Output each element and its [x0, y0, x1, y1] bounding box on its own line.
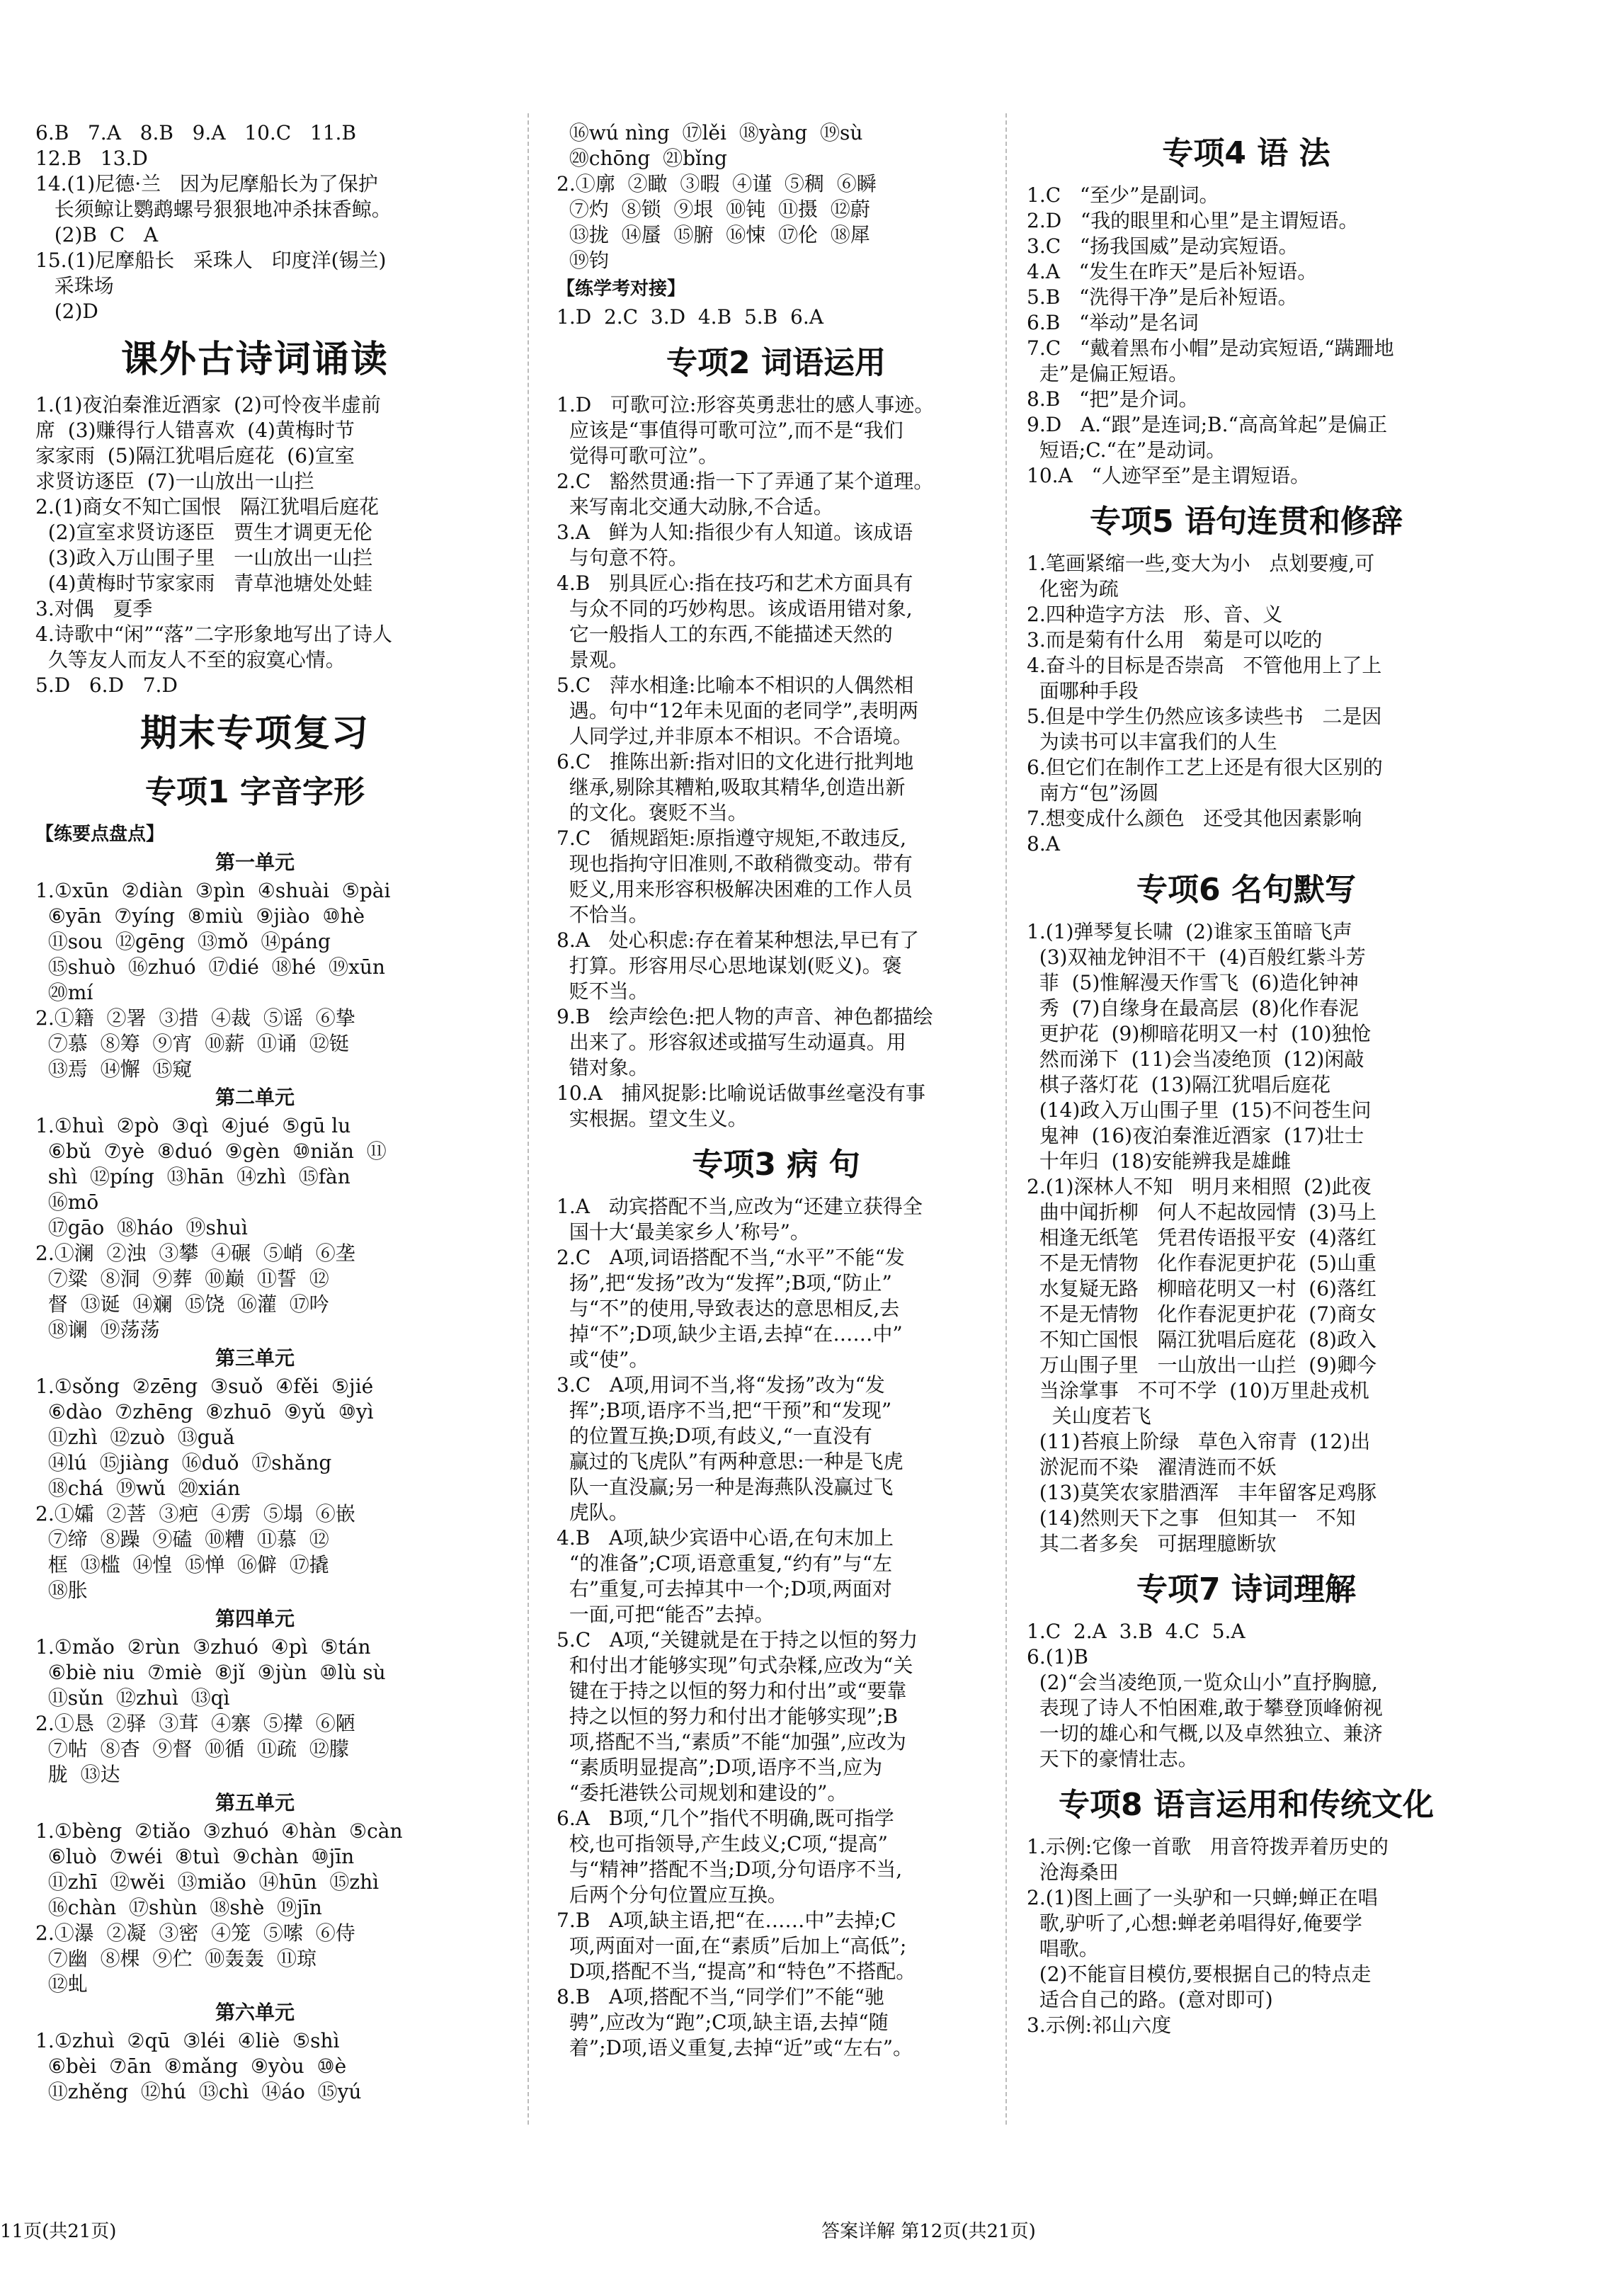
answer-line: 6.但它们在制作工艺上还是有很大区别的: [1027, 756, 1383, 779]
answer-line: ⑮shuò ⑯zhuó ⑰dié ⑱hé ⑲xūn: [35, 955, 385, 979]
subsection-title: 专项4 语 法: [1162, 135, 1330, 171]
subsection-title: 专项3 病 句: [692, 1147, 860, 1183]
answer-line: 后两个分句位置应互换。: [557, 1883, 787, 1906]
answer-line: ⑫虬: [35, 1972, 88, 1996]
answer-line: 5.D 6.D 7.D: [35, 674, 178, 697]
tag-heading: 【练要点盘点】: [35, 824, 165, 845]
answer-line: 7.C “戴着黑布小帽”是动宾短语,“蹒跚地: [1027, 336, 1394, 360]
answer-line: 4.奋斗的目标是否崇高 不管他用上了上: [1027, 654, 1382, 677]
answer-line: (2)“会当凌绝顶,一览众山小”直抒胸臆,: [1027, 1671, 1378, 1694]
answer-line: ⑪sǔn ⑫zhuì ⑬qì: [35, 1686, 230, 1710]
answer-line: 1.①sǒng ②zēng ③suǒ ④fěi ⑤jié: [35, 1375, 374, 1398]
answer-line: 实根据。望文生义。: [557, 1107, 748, 1130]
answer-line: (3)政入万山围子里 一山放出一山拦: [35, 546, 373, 569]
answer-line: 10.A “人迹罕至”是主谓短语。: [1027, 464, 1311, 487]
answer-line: 不是无情物 化作春泥更护花 (7)商女: [1027, 1302, 1377, 1326]
answer-line: 当涂掌事 不可不学 (10)万里赴戎机: [1027, 1379, 1369, 1402]
answer-line: 赢过的飞虎队”有两种意思:一种是飞虎: [557, 1450, 904, 1473]
answer-line: 3.C “扬我国威”是动宾短语。: [1027, 234, 1299, 258]
answer-line: 来写南北交通大动脉,不合适。: [557, 495, 833, 518]
answer-line: 2.①恳 ②驿 ③茸 ④寨 ⑤撵 ⑥陋: [35, 1712, 355, 1735]
answer-line: 长须鲸让鹦鹉螺号狠狠地冲杀抹香鲸。: [35, 198, 392, 221]
answer-line: 4.B 别具匠心:指在技巧和艺术方面具有: [557, 572, 913, 595]
answer-line: 7.B A项,缺主语,把“在……中”去掉;C: [557, 1909, 896, 1932]
answer-line: 掉“不”;D项,缺少主语,去掉“在……中”: [557, 1322, 903, 1346]
answer-line: 应该是“事值得可歌可泣”,而不是“我们: [557, 419, 904, 442]
answer-line: (2)B C A: [35, 223, 159, 246]
answer-line: 为读书可以丰富我们的人生: [1027, 730, 1277, 754]
answer-line: 1.C “至少”是副词。: [1027, 183, 1219, 207]
answer-line: 1.A 动宾搭配不当,应改为“还建立获得全: [557, 1195, 923, 1218]
unit-heading: 第六单元: [215, 2001, 295, 2024]
answer-line: ⑬拢 ⑭蜃 ⑮腑 ⑯悚 ⑰伦 ⑱犀: [557, 223, 870, 246]
section-title: 期末专项复习: [139, 712, 370, 755]
answer-line: 走”是偏正短语。: [1027, 362, 1189, 385]
answer-line: 4.A “发生在昨天”是后补短语。: [1027, 260, 1318, 283]
unit-heading: 第四单元: [215, 1607, 295, 1630]
answer-line: ⑦缔 ⑧躁 ⑨磕 ⑩糟 ⑪慕 ⑫: [35, 1528, 329, 1551]
answer-line: 天下的豪情壮志。: [1027, 1747, 1198, 1771]
answer-line: (14)政入万山围子里 (15)不问苍生问: [1027, 1098, 1372, 1122]
answer-line: 扬”,把“发扬”改为“发挥”;B项,“防止”: [557, 1271, 892, 1295]
answer-line: 框 ⑬槛 ⑭惶 ⑮惮 ⑯僻 ⑰撬: [35, 1553, 329, 1576]
answer-line: ⑱胀: [35, 1579, 88, 1602]
answer-line: ⑪zhī ⑫wěi ⑬miǎo ⑭hūn ⑮zhì: [35, 1870, 380, 1894]
answer-line: 4.诗歌中“闲”“落”二字形象地写出了诗人: [35, 623, 392, 646]
answer-line: 1.(1)弹琴复长啸 (2)谁家玉笛暗飞声: [1027, 920, 1352, 943]
column-divider-right: [1005, 113, 1007, 2125]
answer-line: ⑥yān ⑦yíng ⑧miù ⑨jiào ⑩hè: [35, 904, 365, 928]
answer-line: 面哪种手段: [1027, 679, 1139, 703]
answer-line: 2.①瀑 ②凝 ③密 ④笼 ⑤嗦 ⑥侍: [35, 1921, 355, 1945]
answer-line: 项,两面对一面,在“素质”后加上“高低”;: [557, 1934, 907, 1957]
answer-line: 队一直没赢;另一种是海燕队没赢过飞: [557, 1475, 894, 1499]
column-divider-left: [528, 113, 529, 2125]
tag-heading: 【练学考对接】: [557, 278, 686, 300]
answer-line: 不是无情物 化作春泥更护花 (5)山重: [1027, 1251, 1377, 1275]
answer-line: D项,搭配不当,“提高”和“特色”不搭配。: [557, 1960, 916, 1983]
answer-line: 表现了诗人不怕困难,敢于攀登顶峰俯视: [1027, 1696, 1383, 1720]
answer-line: 国十大‘最美家乡人’称号”。: [557, 1220, 810, 1244]
answer-line: (2)宣室求贤访逐臣 贾生才调更无伦: [35, 521, 373, 544]
answer-line: ⑯mō: [35, 1190, 99, 1214]
answer-line: ⑥dào ⑦zhēng ⑧zhuō ⑨yǔ ⑩yì: [35, 1400, 374, 1423]
answer-line: 虎队。: [557, 1501, 629, 1524]
answer-line: 2.四种造字方法 形、音、义: [1027, 603, 1283, 626]
answer-line: “委托港铁公司规划和建设的”。: [557, 1781, 848, 1805]
answer-line: ⑱谰 ⑲荡荡: [35, 1318, 160, 1341]
answer-line: ⑲钧: [557, 249, 609, 272]
answer-line: 2.(1)深林人不知 明月来相照 (2)此夜: [1027, 1175, 1372, 1198]
answer-line: 5.C A项,“关键就是在于持之以恒的努力: [557, 1628, 918, 1652]
answer-line: ⑬焉 ⑭懈 ⑮窥: [35, 1057, 193, 1081]
answer-line: 棋子落灯花 (13)隔江犹唱后庭花: [1027, 1073, 1331, 1096]
answer-column-middle: [557, 120, 996, 2061]
answer-line: “素质明显提高”;D项,语序不当,应为: [557, 1756, 883, 1779]
answer-line: ⑦粱 ⑧洞 ⑨葬 ⑩巅 ⑪誓 ⑫: [35, 1267, 329, 1290]
answer-line: ⑰gāo ⑱háo ⑲shuì: [35, 1216, 248, 1239]
answer-line: 或“使”。: [557, 1348, 649, 1371]
answer-line: 5.但是中学生仍然应该多读些书 二是因: [1027, 705, 1382, 728]
answer-line: 督 ⑬诞 ⑭斓 ⑮饶 ⑯灌 ⑰吟: [35, 1292, 329, 1316]
answer-line: 不知亡国恨 隔江犹唱后庭花 (8)政入: [1027, 1328, 1377, 1351]
answer-line: 打算。形容用尽心思地谋划(贬义)。褒: [557, 954, 902, 977]
answer-line: 挥”;B项,语序不当,把“干预”和“发现”: [557, 1399, 892, 1422]
unit-heading: 第三单元: [215, 1346, 295, 1370]
answer-line: 8.A: [1027, 832, 1060, 856]
subsection-title: 专项5 语句连贯和修辞: [1090, 504, 1403, 540]
answer-line: (3)双袖龙钟泪不干 (4)百般红紫斗芳: [1027, 945, 1366, 969]
answer-line: 1.①huì ②pò ③qì ④jué ⑤gū lu: [35, 1114, 351, 1137]
subsection-title: 专项7 诗词理解: [1136, 1572, 1356, 1608]
answer-line: ⑳mí: [35, 981, 93, 1004]
answer-line: ⑭lú ⑮jiàng ⑯duǒ ⑰shǎng: [35, 1451, 332, 1474]
answer-line: ⑥luò ⑦wéi ⑧tuì ⑨chàn ⑩jīn: [35, 1845, 355, 1868]
answer-line: 3.而是菊有什么用 菊是可以吃的: [1027, 628, 1323, 652]
answer-line: 遇。句中“12年未见面的老同学”,表明两: [557, 699, 918, 722]
answer-line: 3.C A项,用词不当,将“发扬”改为“发: [557, 1373, 885, 1397]
answer-line: 求贤访逐臣 (7)一山放出一山拦: [35, 470, 314, 493]
section-title: 课外古诗词诵读: [120, 339, 389, 381]
unit-heading: 第五单元: [215, 1791, 295, 1814]
answer-line: 十年归 (18)安能辨我是雄雌: [1027, 1149, 1292, 1173]
answer-line: 沧海桑田: [1027, 1860, 1119, 1884]
answer-line: 2.C 豁然贯通:指一下了弄通了某个道理。: [557, 470, 934, 493]
answer-line: 项,搭配不当,“素质”不能“加强”,应改为: [557, 1730, 906, 1754]
subsection-title: 专项8 语言运用和传统文化: [1059, 1787, 1434, 1823]
answer-line: 2.①籍 ②署 ③措 ④裁 ⑤谣 ⑥挚: [35, 1006, 355, 1030]
answer-line: 席 (3)赚得行人错喜欢 (4)黄梅时节: [35, 419, 355, 442]
answer-line: 一面,可把“能否”去掉。: [557, 1603, 775, 1626]
answer-line: 6.B “举动”是名词: [1027, 311, 1199, 334]
answer-line: 与“精神”搭配不当;D项,分句语序不当,: [557, 1858, 903, 1881]
answer-line: (14)然则天下之事 但知其一 不知: [1027, 1506, 1356, 1530]
answer-line: ⑦幽 ⑧棵 ⑨伫 ⑩轰轰 ⑪琼: [35, 1947, 317, 1970]
answer-line: 1.①mǎo ②rùn ③zhuó ④pì ⑤tán: [35, 1635, 371, 1659]
answer-line: 9.D A.“跟”是连词;B.“高高耸起”是偏正: [1027, 413, 1388, 436]
answer-line: (2)不能盲目模仿,要根据自己的特点走: [1027, 1962, 1372, 1986]
answer-line: (4)黄梅时节家家雨 青草池塘处处蛙: [35, 572, 373, 595]
answer-line: 6.C 推陈出新:指对旧的文化进行批判地: [557, 750, 914, 773]
answer-line: 持之以恒的努力和付出才能够实现”;B: [557, 1705, 899, 1728]
answer-line: 9.B 绘声绘色:把人物的声音、神色都描绘: [557, 1005, 933, 1028]
answer-line: 与“不”的使用,导致表达的意思相反,去: [557, 1297, 900, 1320]
answer-line: 更护花 (9)柳暗花明又一村 (10)独怆: [1027, 1022, 1372, 1045]
answer-line: 14.(1)尼德·兰 因为尼摩船长为了保护: [35, 172, 378, 195]
answer-line: 2.①澜 ②浊 ③攀 ④碾 ⑤峭 ⑥垄: [35, 1241, 355, 1265]
answer-line: 现也指拘守旧准则,不敢稍微变动。带有: [557, 852, 913, 875]
answer-line: 与句意不符。: [557, 546, 688, 569]
answer-line: “的准备”;C项,语意重复,“约有”与“左: [557, 1552, 893, 1575]
answer-line: 2.①孀 ②菩 ③疤 ④雳 ⑤塌 ⑥嵌: [35, 1502, 355, 1525]
answer-line: 6.(1)B: [1027, 1645, 1088, 1669]
answer-line: ⑯chàn ⑰shùn ⑱shè ⑲jīn: [35, 1896, 322, 1919]
answer-line: 15.(1)尼摩船长 采珠人 印度洋(锡兰): [35, 249, 387, 272]
answer-line: 7.想变成什么颜色 还受其他因素影响: [1027, 807, 1362, 830]
answer-line: 8.B A项,搭配不当,“同学们”不能“驰: [557, 1985, 884, 2008]
answer-line: ⑥biè niu ⑦miè ⑧jǐ ⑨jùn ⑩lù sù: [35, 1661, 386, 1684]
unit-heading: 第二单元: [215, 1086, 295, 1109]
answer-line: 3.示例:祁山六度: [1027, 2013, 1172, 2037]
answer-line: 水复疑无路 柳暗花明又一村 (6)落红: [1027, 1277, 1377, 1300]
footer-left-page-number: 11页(共21页): [0, 2221, 117, 2242]
answer-line: 校,也可指领导,产生歧义;C项,“提高”: [557, 1832, 888, 1855]
answer-line: 5.B “洗得干净”是后补短语。: [1027, 285, 1298, 309]
answer-line: 采珠场: [35, 274, 114, 297]
answer-line: 的位置互换;D项,有歧义,“一直没有: [557, 1424, 872, 1448]
answer-line: 一切的雄心和气概,以及卓然独立、兼济: [1027, 1722, 1383, 1745]
answer-line: 鬼神 (16)夜泊秦淮近酒家 (17)壮士: [1027, 1124, 1364, 1147]
subsection-title: 专项6 名句默写: [1136, 872, 1356, 908]
answer-line: 1.D 2.C 3.D 4.B 5.B 6.A: [557, 305, 823, 329]
answer-line: 曲中闻折柳 何人不起故园情 (3)马上: [1027, 1200, 1377, 1224]
answer-line: 久等友人而友人不至的寂寞心情。: [35, 648, 346, 671]
answer-column-right: [1027, 120, 1466, 2038]
answer-line: 1.①xūn ②diàn ③pìn ④shuài ⑤pài: [35, 879, 391, 902]
answer-line: 错对象。: [557, 1056, 649, 1079]
answer-line: 菲 (5)惟解漫天作雪飞 (6)造化钟神: [1027, 971, 1359, 994]
answer-line: 10.A 捕风捉影:比喻说话做事丝毫没有事: [557, 1081, 925, 1105]
answer-line: 12.B 13.D: [35, 147, 148, 170]
answer-line: 6.B 7.A 8.B 9.A 10.C 11.B: [35, 121, 357, 144]
answer-line: 骋”,应改为“跑”;C项,缺主语,去掉“随: [557, 2011, 889, 2034]
answer-line: 万山围子里 一山放出一山拦 (9)卿今: [1027, 1353, 1377, 1377]
answer-line: 1.笔画紧缩一些,变大为小 点划要瘦,可: [1027, 552, 1375, 575]
answer-line: 贬义,用来形容积极解决困难的工作人员: [557, 877, 913, 901]
answer-line: 适合自己的路。(意对即可): [1027, 1988, 1273, 2011]
answer-line: 1.C 2.A 3.B 4.C 5.A: [1027, 1620, 1246, 1643]
answer-line: 1.示例:它像一首歌 用音符拨弄着历史的: [1027, 1835, 1389, 1858]
footer-center-page-number: 答案详解 第12页(共21页): [821, 2221, 1036, 2242]
answer-line: 歌,驴听了,心想:蝉老弟唱得好,俺要学: [1027, 1911, 1362, 1935]
answer-line: 景观。: [557, 648, 629, 671]
answer-line: 相逢无纸笔 凭君传语报平安 (4)落红: [1027, 1226, 1377, 1249]
answer-line: ⑥bèi ⑦ān ⑧mǎng ⑨yòu ⑩è: [35, 2055, 347, 2078]
subsection-title: 专项2 词语运用: [666, 345, 886, 381]
answer-line: ⑯wú nìng ⑰lěi ⑱yàng ⑲sù: [557, 121, 863, 144]
answer-line: ⑪sou ⑫gēng ⑬mǒ ⑭páng: [35, 930, 331, 953]
answer-line: 与众不同的巧妙构思。该成语用错对象,: [557, 597, 913, 620]
answer-line: 人同学过,并非原本不相识。不合语境。: [557, 724, 913, 748]
answer-line: (2)D: [35, 300, 98, 323]
answer-line: 南方“包”汤圆: [1027, 781, 1159, 805]
answer-line: 短语;C.“在”是动词。: [1027, 438, 1226, 462]
answer-line: 继承,剔除其糟粕,吸取其精华,创造出新: [557, 775, 906, 799]
answer-line: 8.A 处心积虑:存在着某种想法,早已有了: [557, 928, 919, 952]
answer-line: 7.C 循规蹈矩:原指遵守规矩,不敢违反,: [557, 826, 907, 850]
answer-line: 2.D “我的眼里和心里”是主谓短语。: [1027, 209, 1359, 232]
answer-line: 右”重复,可去掉其中一个;D项,两面对: [557, 1577, 892, 1601]
answer-line: (11)苔痕上阶绿 草色入帘青 (12)出: [1027, 1430, 1371, 1453]
answer-line: 4.B A项,缺少宾语中心语,在句末加上: [557, 1526, 894, 1550]
answer-line: 不恰当。: [557, 903, 649, 926]
answer-line: ⑥bǔ ⑦yè ⑧duó ⑨gèn ⑩niǎn ⑪: [35, 1140, 387, 1163]
answer-line: ⑪zhěng ⑫hú ⑬chì ⑭áo ⑮yú: [35, 2080, 362, 2103]
answer-line: 关山度若飞: [1027, 1404, 1151, 1428]
answer-line: 秀 (7)自缘身在最高层 (8)化作春泥: [1027, 996, 1359, 1020]
answer-line: 2.C A项,词语搭配不当,“水平”不能“发: [557, 1246, 905, 1269]
subsection-title: 专项1 字音字形: [145, 774, 365, 810]
answer-line: 淤泥而不染 濯清涟而不妖: [1027, 1455, 1277, 1479]
answer-line: 2.①廓 ②瞰 ③暇 ④谨 ⑤稠 ⑥瞬: [557, 172, 877, 195]
unit-heading: 第一单元: [215, 851, 295, 874]
answer-line: 贬不当。: [557, 979, 649, 1003]
answer-line: 和付出才能够实现”句式杂糅,应改为“关: [557, 1654, 913, 1677]
answer-line: 唱歌。: [1027, 1937, 1099, 1960]
answer-line: 出来了。形容叙述或描写生动逼真。用: [557, 1030, 906, 1054]
answer-line: 1.①zhuì ②qū ③léi ④liè ⑤shì: [35, 2029, 340, 2052]
answer-line: 然而涕下 (11)会当凌绝顶 (12)闲敲: [1027, 1047, 1364, 1071]
answer-line: 家家雨 (5)隔江犹唱后庭花 (6)宣室: [35, 444, 355, 467]
answer-line: 5.C 萍水相逢:比喻本不相识的人偶然相: [557, 674, 914, 697]
answer-line: ⑦慕 ⑧筹 ⑨宵 ⑩薪 ⑪诵 ⑫铤: [35, 1032, 349, 1055]
answer-line: 键在于持之以恒的努力和付出”或“要靠: [557, 1679, 907, 1703]
answer-line: 它一般指人工的东西,不能描述天然的: [557, 623, 893, 646]
answer-line: ⑪zhì ⑫zuò ⑬guǎ: [35, 1426, 235, 1449]
answer-line: 6.A B项,“几个”指代不明确,既可指学: [557, 1807, 894, 1830]
answer-line: 2.(1)商女不知亡国恨 隔江犹唱后庭花: [35, 495, 380, 518]
answer-line: ⑦灼 ⑧锁 ⑨垠 ⑩钝 ⑪摄 ⑫蔚: [557, 198, 870, 221]
answer-line: 1.D 可歌可泣:形容英勇悲壮的感人事迹。: [557, 393, 935, 416]
answer-line: 其二者多矣 可据理臆断欤: [1027, 1532, 1277, 1555]
answer-line: 2.(1)图上画了一头驴和一只蝉;蝉正在唱: [1027, 1886, 1378, 1909]
answer-line: 觉得可歌可泣”。: [557, 444, 719, 467]
answer-line: shì ⑫píng ⑬hān ⑭zhì ⑮fàn: [35, 1165, 350, 1188]
answer-line: ⑦帖 ⑧杳 ⑨督 ⑩循 ⑪疏 ⑫朦: [35, 1737, 349, 1761]
answer-line: ⑳chōng ㉑bǐng: [557, 147, 727, 170]
answer-line: 的文化。褒贬不当。: [557, 801, 748, 824]
answer-line: 3.对偶 夏季: [35, 597, 153, 620]
answer-line: 着”;D项,语义重复,去掉“近”或“左右”。: [557, 2036, 913, 2059]
answer-column-left: [35, 120, 474, 2105]
answer-line: ⑱chá ⑲wǔ ⑳xián: [35, 1477, 241, 1500]
answer-line: 1.①bèng ②tiǎo ③zhuó ④hàn ⑤càn: [35, 1819, 403, 1843]
answer-line: 3.A 鲜为人知:指很少有人知道。该成语: [557, 521, 913, 544]
answer-line: 1.(1)夜泊秦淮近酒家 (2)可怜夜半虚前: [35, 393, 381, 416]
answer-line: 胧 ⑬达: [35, 1763, 120, 1786]
answer-line: 化密为疏: [1027, 577, 1119, 601]
answer-line: (13)莫笑农家腊酒浑 丰年留客足鸡豚: [1027, 1481, 1377, 1504]
answer-line: 8.B “把”是介词。: [1027, 387, 1199, 411]
